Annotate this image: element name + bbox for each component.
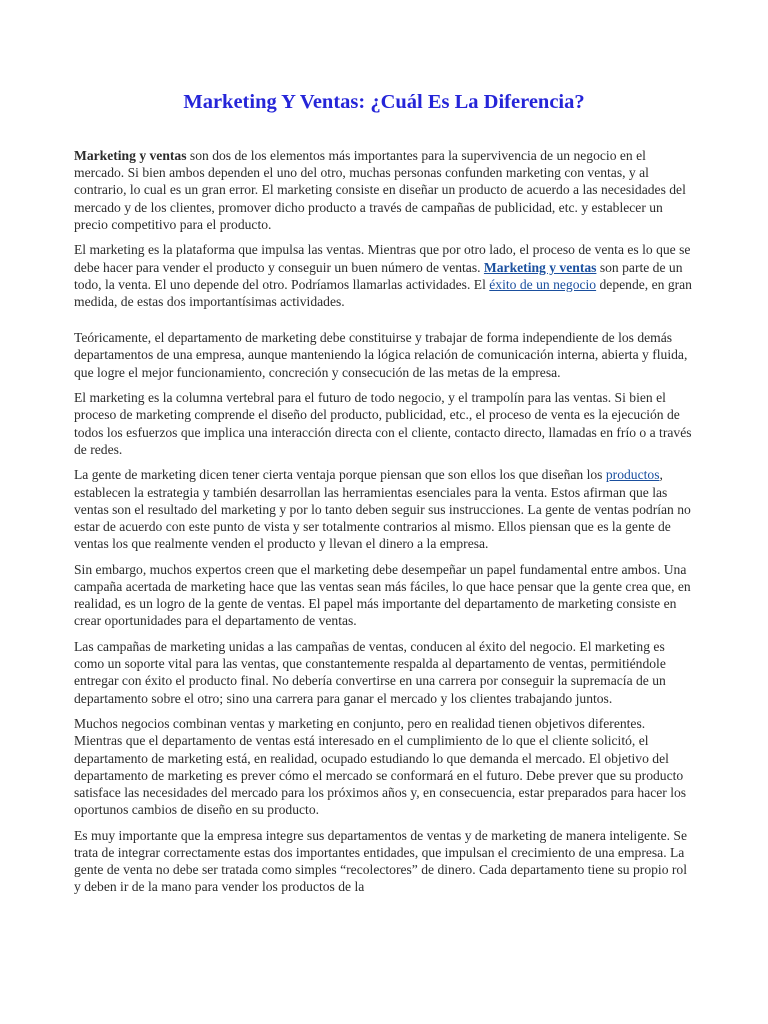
- article-body: [74, 147, 694, 896]
- exito-de-un-negocio-link[interactable]: éxito de un negocio: [489, 276, 597, 292]
- article-title: Marketing Y Ventas: ¿Cuál Es La Diferencia?: [183, 91, 585, 113]
- paragraph-5: [74, 466, 694, 552]
- paragraph-2: [74, 241, 694, 310]
- paragraph-3: Teóricamente, el departamento de marketing debe constituirse y trabajar de forma independiente de los demás departamentos de una empresa, aunque manteniendo la lógica relación de comunicación interna, abierta y fluida, que logre el mejor funcionamiento, concreción y consecución de las metas de la empresa.: [74, 330, 688, 380]
- paragraph-6: Sin embargo, muchos expertos creen que el marketing debe desempeñar un papel fundamental entre ambos. Una campaña acertada de marketing hace que las ventas sean más fáciles, lo que hace pensar que la gente crea que, en realidad, es un logro de la gente de ventas. El papel más importante del departamento de marketing consiste en crear oportunidades para el departamento de ventas.: [74, 561, 691, 629]
- bold-term: Marketing y ventas: [74, 148, 187, 163]
- paragraph-text: son parte de un todo, la venta. El uno depende del otro. Podríamos llamarlas actividades. El: [74, 259, 683, 292]
- paragraph-1: [74, 147, 694, 233]
- paragraph-text: son dos de los elementos más importantes para la supervivencia de un negocio en el mercado. Si bien ambos dependen el uno del otro, muchas personas confunden marketing con ventas, y al contrario, lo cual es un gran error. El marketing consiste en diseñar un producto de acuerdo a las necesidades del mercado y de los clientes, promover dicho producto a través de campañas de publicidad, etc. y establecer un precio competitivo para el producto.: [74, 148, 686, 232]
- paragraph-text: depende, en gran medida, de estas dos importantísimas actividades.: [74, 276, 692, 310]
- paragraph-text: La gente de marketing dicen tener cierta ventaja porque piensan que son ellos los que diseñan los: [74, 467, 606, 483]
- paragraph-7: Las campañas de marketing unidas a las campañas de ventas, conducen al éxito del negocio. El marketing es como un soporte vital para las ventas, que constantemente respalda al departamento de ventas, permitiéndole entregar con éxito el producto final. No debería convertirse en una carrera por conseguir la supremacía de un departamento sobre el otro; sino una carrera para ganar el mercado y los clientes trabajando juntos.: [74, 639, 666, 706]
- paragraph-4: El marketing es la columna vertebral para el futuro de todo negocio, y el trampolín para las ventas. Si bien el proceso de marketing comprende el diseño del producto, publicidad, etc., el proceso de venta es la ejecución de todos los esfuerzos que implica una interacción directa con el cliente, contacto directo, llamadas en frío o a través de redes.: [74, 390, 692, 457]
- paragraph-8: Muchos negocios combinan ventas y marketing en conjunto, pero en realidad tienen objetivos diferentes. Mientras que el departamento de ventas está interesado en el cumplimiento de lo que el cliente solicitó, el departamento de marketing está, en realidad, ocupado estudiando lo que demanda el mercado. El objetivo del departamento de marketing es prever cómo el mercado se conformará en el futuro. Debe prever que su producto satisface las necesidades del mercado para los próximos años y, en consecuencia, estar preparados para hacer los oportunos cambios de diseño en su producto.: [74, 716, 687, 818]
- paragraph-text: , establecen la estrategia y también desarrollan las herramientas esenciales para la venta. Estos afirman que las ventas son el resultado del marketing y por lo tanto deben seguir sus instrucciones. La gente de ventas podrían no estar de acuerdo con este punto de vista y ser totalmente contrarios al mismo. Ellos piensan que es la gente de ventas los que realmente venden el producto y llevan el dinero a la empresa.: [74, 467, 691, 552]
- paragraph-9: Es muy importante que la empresa integre sus departamentos de ventas y de marketing de manera inteligente. Se trata de integrar correctamente estas dos importantes entidades, que impulsan el crecimiento de una empresa. La gente de venta no debe ser tratada como simples “recolectores” de dinero. Cada departamento tiene su propio rol y deben ir de la mano para vender los productos de la: [74, 827, 688, 895]
- paragraph-text: El marketing es la plataforma que impulsa las ventas. Mientras que por otro lado, el proceso de venta es lo que se debe hacer para vender el producto y conseguir un buen número de ventas.: [74, 242, 691, 275]
- productos-link[interactable]: productos: [605, 467, 660, 483]
- marketing-y-ventas-link[interactable]: Marketing y ventas: [483, 259, 597, 275]
